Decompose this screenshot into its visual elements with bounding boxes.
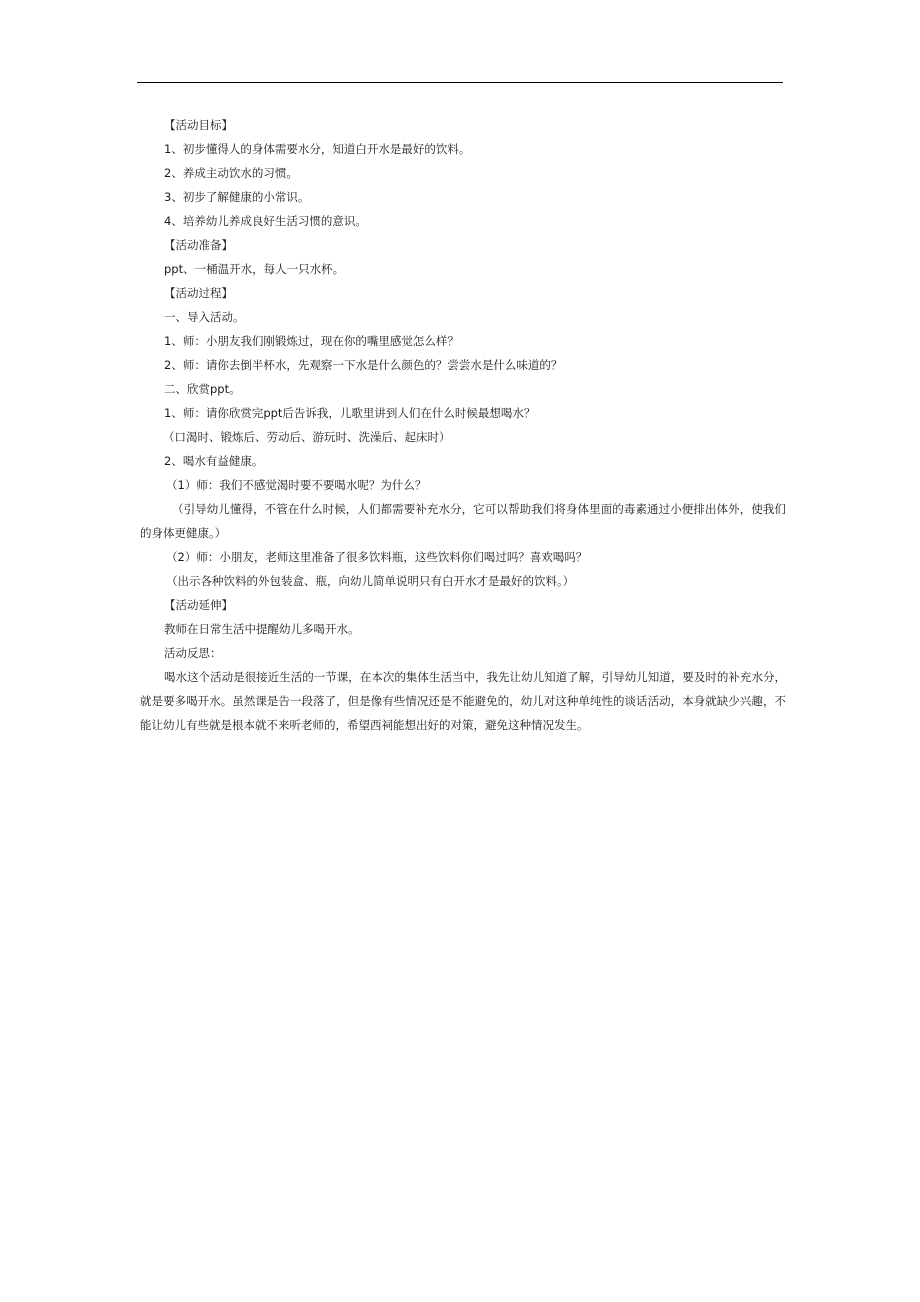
heading-activity-goals: 【活动目标】	[164, 118, 233, 132]
process-section-2: 二、欣赏ppt。	[164, 382, 241, 396]
process-section-1: 一、导入活动。	[164, 310, 245, 324]
heading-activity-preparation: 【活动准备】	[164, 238, 233, 252]
goal-item-1: 1、初步懂得人的身体需要水分，知道白开水是最好的饮料。	[164, 142, 471, 156]
document-body	[140, 113, 786, 737]
process-step-2-2-q2: （2）师：小朋友，老师这里准备了很多饮料瓶，这些饮料你们喝过吗？喜欢喝吗？	[166, 550, 588, 564]
process-step-1-1: 1、师：小朋友我们刚锻炼过，现在你的嘴里感觉怎么样？	[164, 334, 459, 348]
heading-activity-extension: 【活动延伸】	[164, 598, 233, 612]
guide-paragraph: （引导幼儿懂得，不管在什么时候，人们都需要补充水分，它可以帮助我们将身体里面的毒素通过小便排出体外，使我们的身体更健康。）	[140, 502, 786, 540]
goal-item-2: 2、养成主动饮水的习惯。	[164, 166, 298, 180]
reflection-paragraph: 喝水这个活动是很接近生活的一节课，在本次的集体生活当中，我先让幼儿知道了解，引导幼儿知道，要及时的补充水分，就是要多喝开水。虽然课是告一段落了，但是像有些情况还是不能避免的，幼儿对这种单纯性的谈话活动，本身就缺少兴趣，不能让幼儿有些就是根本就不来听老师的，希望西祠能想出好的对策，避免这种情况发生。	[140, 670, 786, 732]
heading-activity-process: 【活动过程】	[164, 286, 233, 300]
drinks-note: （出示各种饮料的外包装盒、瓶，向幼儿简单说明只有白开水才是最好的饮料。）	[166, 574, 575, 588]
reflection-label: 活动反思：	[164, 646, 222, 660]
preparation-text: ppt、一桶温开水，每人一只水杯。	[164, 262, 345, 276]
header-rule	[137, 82, 783, 83]
process-step-2-2-q1: （1）师：我们不感觉渴时要不要喝水呢？为什么？	[166, 478, 427, 492]
process-step-2-1-answer: （口渴时、锻炼后、劳动后、游玩时、洗澡后、起床时）	[163, 430, 451, 444]
extension-text: 教师在日常生活中提醒幼儿多喝开水。	[164, 622, 360, 636]
process-step-2-2: 2、喝水有益健康。	[164, 454, 264, 468]
goal-item-3: 3、初步了解健康的小常识。	[164, 190, 310, 204]
process-step-1-2: 2、师：请你去倒半杯水，先观察一下水是什么颜色的？尝尝水是什么味道的？	[164, 358, 563, 372]
goal-item-4: 4、培养幼儿养成良好生活习惯的意识。	[164, 214, 367, 228]
process-step-2-1: 1、师：请你欣赏完ppt后告诉我，儿歌里讲到人们在什么时候最想喝水？	[164, 406, 536, 420]
